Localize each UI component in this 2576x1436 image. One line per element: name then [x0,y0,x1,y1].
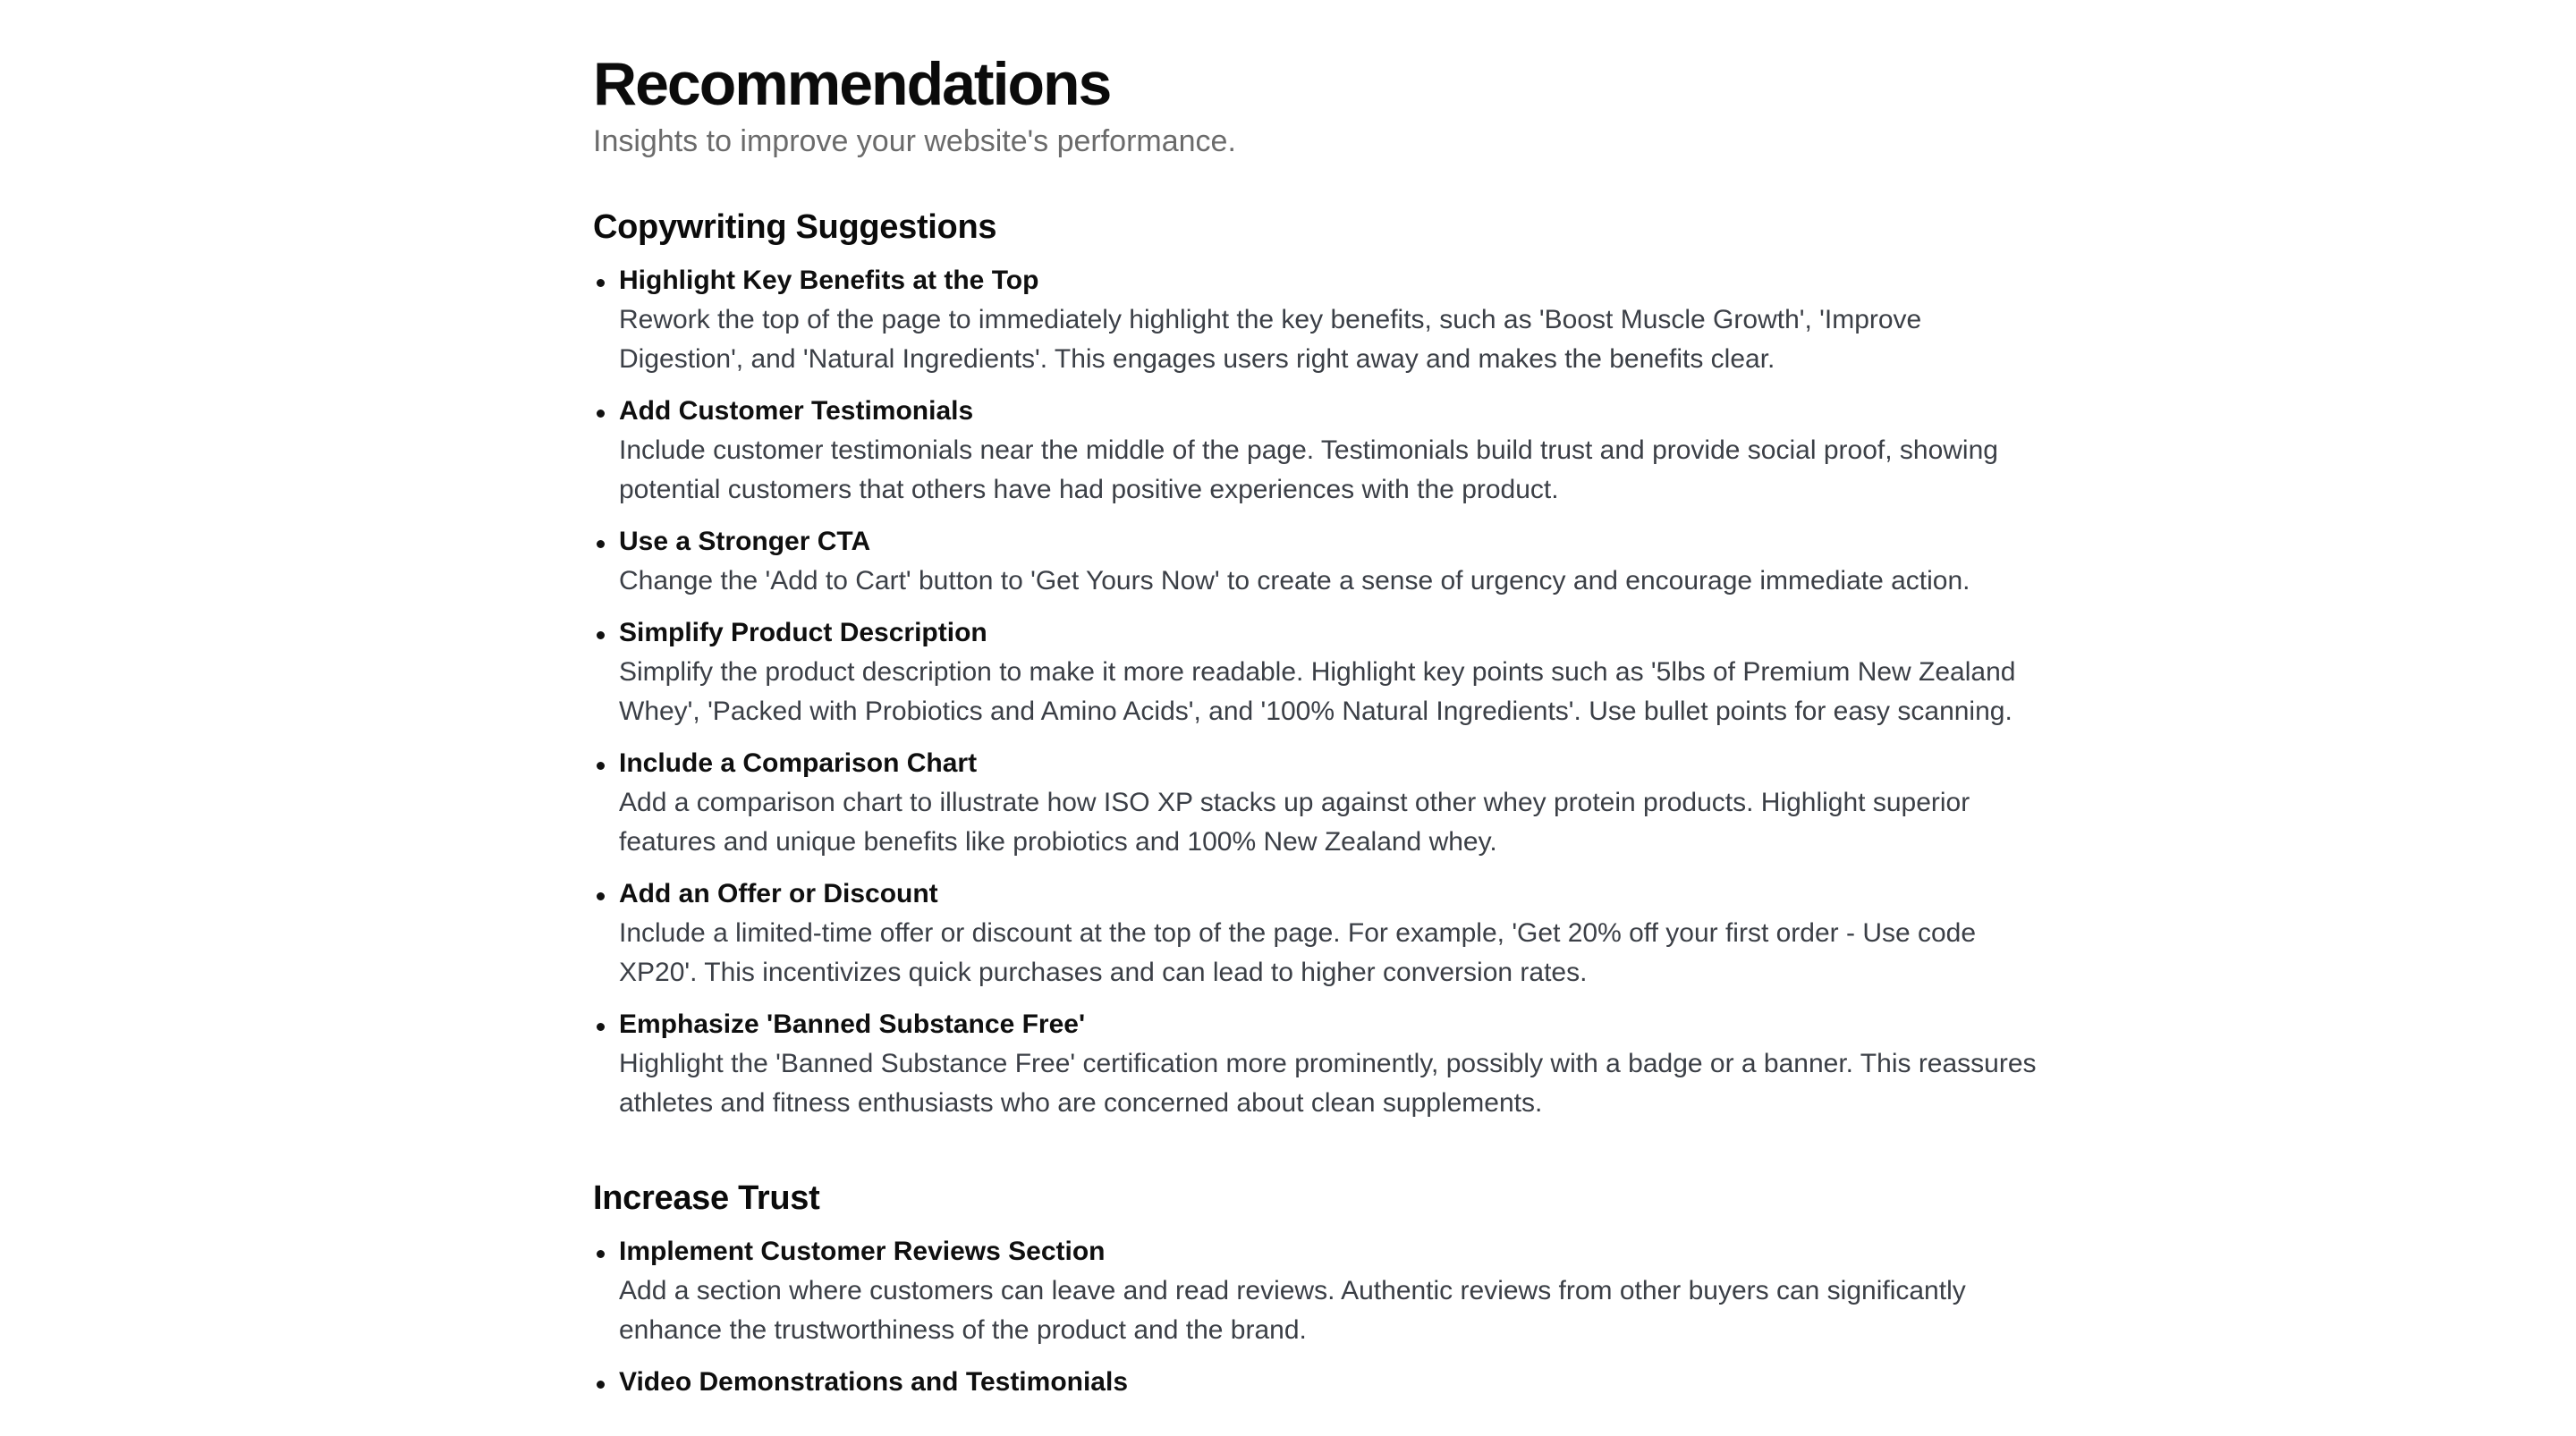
item-title: Include a Comparison Chart [619,748,978,778]
bullet-icon [597,762,605,770]
list-item [593,261,2042,379]
list-item [593,613,2042,731]
item-title: Emphasize 'Banned Substance Free' [619,1009,1086,1039]
page-title: Recommendations [593,50,1111,118]
list-item [593,874,2042,993]
item-description: Add a comparison chart to illustrate how ISO XP stacks up against other whey protein products. Highlight superior features and unique benefits like probiotics and 100% New Zealand whey. [619,788,1970,857]
bullet-icon [597,631,605,639]
item-description: Include customer testimonials near the middle of the page. Testimonials build trust and provide social proof, showing potential customers that others have had positive experiences with the product. [619,435,1998,504]
item-description: Highlight the 'Banned Substance Free' certification more prominently, possibly with a badge or a banner. This reassures athletes and fitness enthusiasts who are concerned about clean supplements. [619,1049,2037,1118]
item-description: Change the 'Add to Cart' button to 'Get Yours Now' to create a sense of urgency and encourage immediate action. [619,566,1970,596]
item-title: Use a Stronger CTA [619,527,871,556]
bullet-icon [597,1381,605,1389]
section-title: Copywriting Suggestions [593,208,997,246]
page-subtitle: Insights to improve your website's performance. [593,124,1236,158]
item-description: Simplify the product description to make it more readable. Highlight key points such as '5lbs of Premium New Zealand Whey', 'Packed with Probiotics and Amino Acids', and '100% Natural Ingredients'. Use bullet points for easy scanning. [619,657,2016,726]
item-description: Add a section where customers can leave and read reviews. Authentic reviews from other buyers can significantly enhance the trustworthiness of the product and the brand. [619,1276,1966,1345]
item-title: Add Customer Testimonials [619,396,974,426]
list-item [593,392,2042,510]
section-title: Increase Trust [593,1179,820,1217]
section-copywriting-suggestions [593,206,2042,1123]
trust-list [593,1232,2042,1402]
item-title: Implement Customer Reviews Section [619,1237,1106,1266]
list-item [593,1363,2042,1402]
suggestion-list [593,261,2042,1123]
bullet-icon [597,540,605,548]
bullet-icon [597,279,605,287]
item-title: Highlight Key Benefits at the Top [619,266,1039,295]
bullet-icon [597,892,605,900]
list-item [593,522,2042,601]
item-title: Video Demonstrations and Testimonials [619,1367,1129,1397]
bullet-icon [597,410,605,418]
item-description: Rework the top of the page to immediately highlight the key benefits, such as 'Boost Muscle Growth', 'Improve Digestion', and 'Natural Ingredients'. This engages users right away and makes the benefits clear. [619,305,1922,374]
bullet-icon [597,1250,605,1258]
item-title: Simplify Product Description [619,618,987,647]
section-increase-trust [593,1177,2042,1402]
bullet-icon [597,1023,605,1031]
recommendations-content [593,46,2042,1415]
item-title: Add an Offer or Discount [619,879,938,908]
item-description: Include a limited-time offer or discount at the top of the page. For example, 'Get 20% off your first order - Use code XP20'. This incentivizes quick purchases and can lead to higher conversion rates. [619,918,1977,987]
list-item [593,744,2042,862]
list-item [593,1005,2042,1123]
list-item [593,1232,2042,1350]
